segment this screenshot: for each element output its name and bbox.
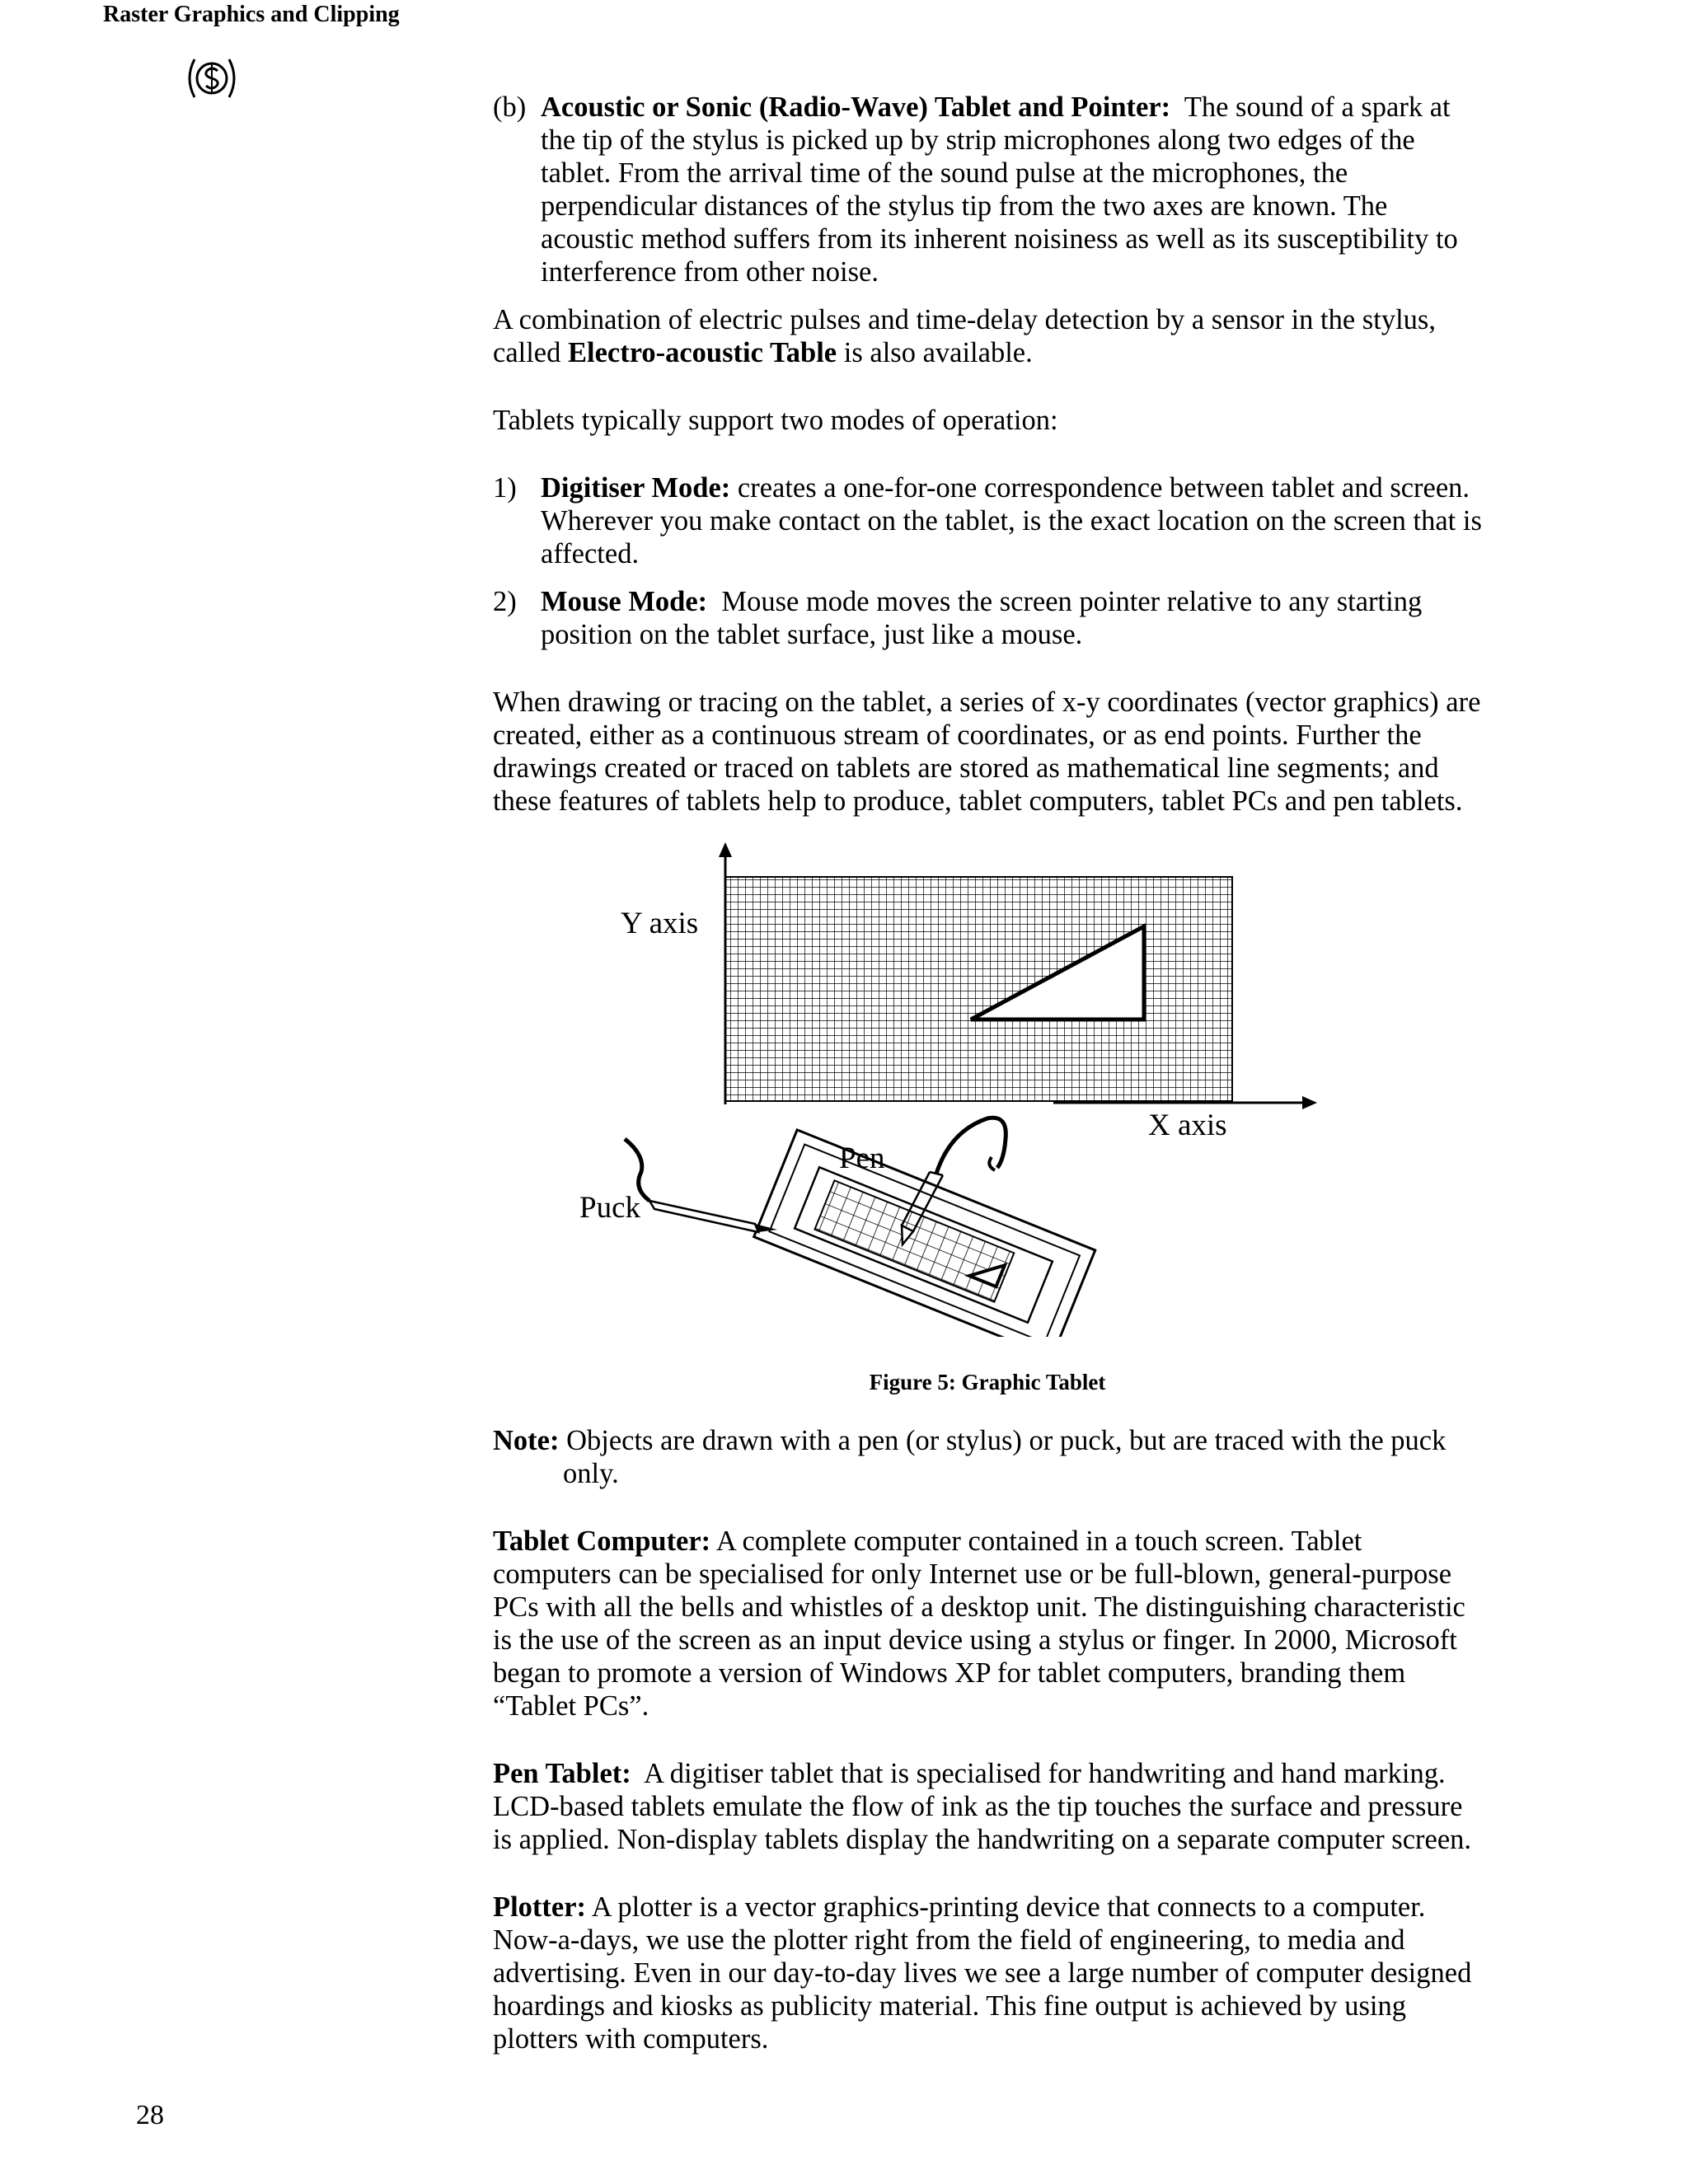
figure-caption: Figure 5: Graphic Tablet — [869, 1370, 1106, 1394]
tablet-computer-title: Tablet Computer: — [493, 1526, 711, 1557]
pen-tablet-paragraph — [493, 1757, 1482, 1856]
plotter-paragraph — [493, 1891, 1482, 2055]
drawing-paragraph: When drawing or tracing on the tablet, a series of x-y coordinates (vector graphics) are created, either as a continuous stream of coordinates, or as end points. Further the drawings created or traced on tablets are stored as mathematical line segments; and these features of tablets help to produce, tablet computers, tablet PCs and pen tablets. — [493, 687, 1481, 817]
screen-grid — [725, 877, 1232, 1101]
mode-2-text: Mouse mode moves the screen pointer relative to any starting position on the tablet surface, just like a mouse. — [541, 586, 1423, 650]
plotter-title: Plotter: — [493, 1891, 587, 1923]
pen-tablet-title: Pen Tablet: — [493, 1758, 631, 1789]
puck-label: Puck — [579, 1191, 640, 1225]
mode-1-title: Digitiser Mode: — [541, 472, 731, 504]
section-b-text: The sound of a spark at the tip of the stylus is picked up by strip microphones along two edges of the tablet. From the arrival time of the sound pulse at the microphones, the perpendicular distances of the stylus tip from the two axes are known. The acoustic method suffers from its inherent noisiness as well as its susceptibility to interference from other noise. — [541, 91, 1458, 288]
main-content — [493, 91, 1482, 2055]
graphic-tablet-diagram — [493, 842, 1482, 1337]
mode-1-number: 1) — [493, 472, 517, 504]
section-b-label: (b) — [493, 91, 527, 123]
mode-1 — [493, 471, 1482, 570]
section-b-title: Acoustic or Sonic (Radio-Wave) Tablet and Pointer: — [541, 91, 1171, 123]
pen-label: Pen — [839, 1141, 885, 1175]
running-header: Raster Graphics and Clipping — [103, 2, 400, 27]
mode-2-title: Mouse Mode: — [541, 586, 708, 617]
note-title: Note: — [493, 1425, 560, 1456]
mode-2-number: 2) — [493, 586, 517, 617]
combination-text-pre: A combination of electric pulses and time-delay detection by a sensor in the stylus, called — [493, 304, 1436, 368]
combination-text-post: is also available. — [843, 337, 1033, 368]
combination-term: Electro-acoustic Table — [567, 337, 837, 368]
mode-2 — [493, 585, 1482, 651]
tablet-computer-paragraph — [493, 1525, 1482, 1722]
graphic-tablet-figure — [493, 842, 1482, 1337]
note-paragraph — [493, 1424, 1482, 1490]
pen-tablet-text: A digitiser tablet that is specialised for handwriting and hand marking. LCD-based tablets emulate the flow of ink as the tip touches the surface and pressure is applied. Non-display tablets display the handwriting on a separate computer screen. — [493, 1758, 1472, 1855]
y-axis-label: Y axis — [621, 907, 699, 940]
note-text: Objects are drawn with a pen (or stylus) or puck, but are traced with the puck only. — [563, 1425, 1447, 1489]
x-axis-label: X axis — [1148, 1108, 1227, 1142]
modes-intro: Tablets typically support two modes of operation: — [493, 405, 1058, 436]
page-number: 28 — [136, 2100, 164, 2130]
combination-paragraph — [493, 303, 1482, 369]
tablet-computer-text: A complete computer contained in a touch screen. Tablet computers can be specialised for only Internet use or be full-blown, general-purpose PCs with all the bells and whistles of a desktop unit. The distinguishing characteristic is the use of the screen as an input device using a stylus or finger. In 2000, Microsoft began to promote a version of Windows XP for tablet computers, branding them “Tablet PCs”. — [493, 1526, 1465, 1722]
mode-1-text: creates a one-for-one correspondence between tablet and screen. Wherever you make contact on the tablet, is the exact location on the screen that is affected. — [541, 472, 1482, 569]
section-b — [493, 91, 1482, 288]
university-logo-icon — [183, 56, 241, 101]
puck-device — [625, 1139, 777, 1232]
plotter-text: A plotter is a vector graphics-printing device that connects to a computer. Now-a-days, we use the plotter right from the field of engineering, to media and advertising. Even in our day-to-day lives we see a large number of computer designed hoardings and kiosks as publicity material. This fine output is achieved by using plotters with computers. — [493, 1891, 1472, 2055]
tablet-device — [754, 1130, 1095, 1337]
